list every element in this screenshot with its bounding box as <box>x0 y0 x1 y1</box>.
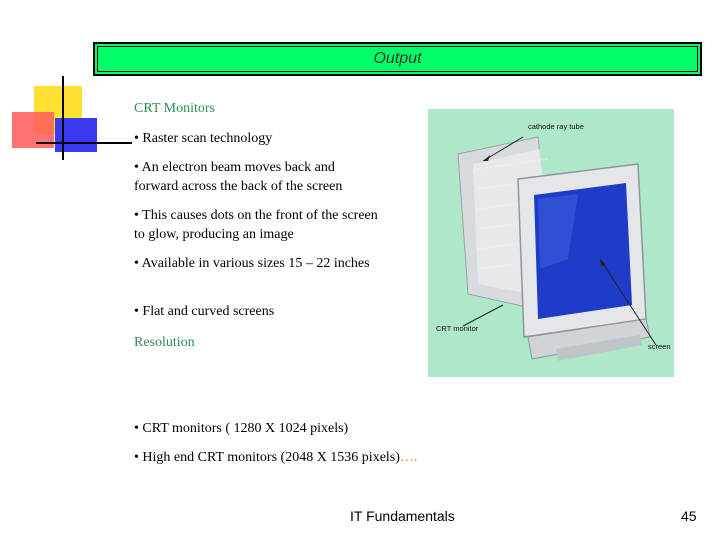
bullet-1: • Raster scan technology <box>134 131 273 146</box>
decor-vertical-line <box>62 76 64 160</box>
heading-resolution: Resolution <box>134 335 195 350</box>
resolution-bullet-2 <box>134 448 417 467</box>
label-crt-monitor: CRT monitor <box>436 324 479 333</box>
label-screen: screen <box>648 342 671 351</box>
resolution-bullet-1: • CRT monitors ( 1280 X 1024 pixels) <box>134 421 349 436</box>
page-number: 45 <box>681 508 697 524</box>
bullet-5: • Flat and curved screens <box>134 304 275 319</box>
heading-crt-monitors: CRT Monitors <box>134 101 215 116</box>
bullet-4: • Available in various sizes 15 – 22 inches <box>134 256 370 271</box>
footer-text: IT Fundamentals <box>350 508 455 524</box>
bullet-2: • An electron beam moves back and forward across the back of the screen <box>134 160 343 194</box>
ellipsis: …. <box>399 450 418 465</box>
crt-monitor-figure <box>428 109 674 377</box>
title-bar <box>93 42 702 76</box>
decor-horizontal-line <box>36 142 132 144</box>
label-cathode-ray-tube: cathode ray tube <box>528 122 584 131</box>
slide-title: Output <box>373 50 422 67</box>
bullet-3: • This causes dots on the front of the screen to glow, producing an image <box>134 208 378 242</box>
resolution-bullet-2-text: • High end CRT monitors (2048 X 1536 pixels) <box>134 450 400 465</box>
